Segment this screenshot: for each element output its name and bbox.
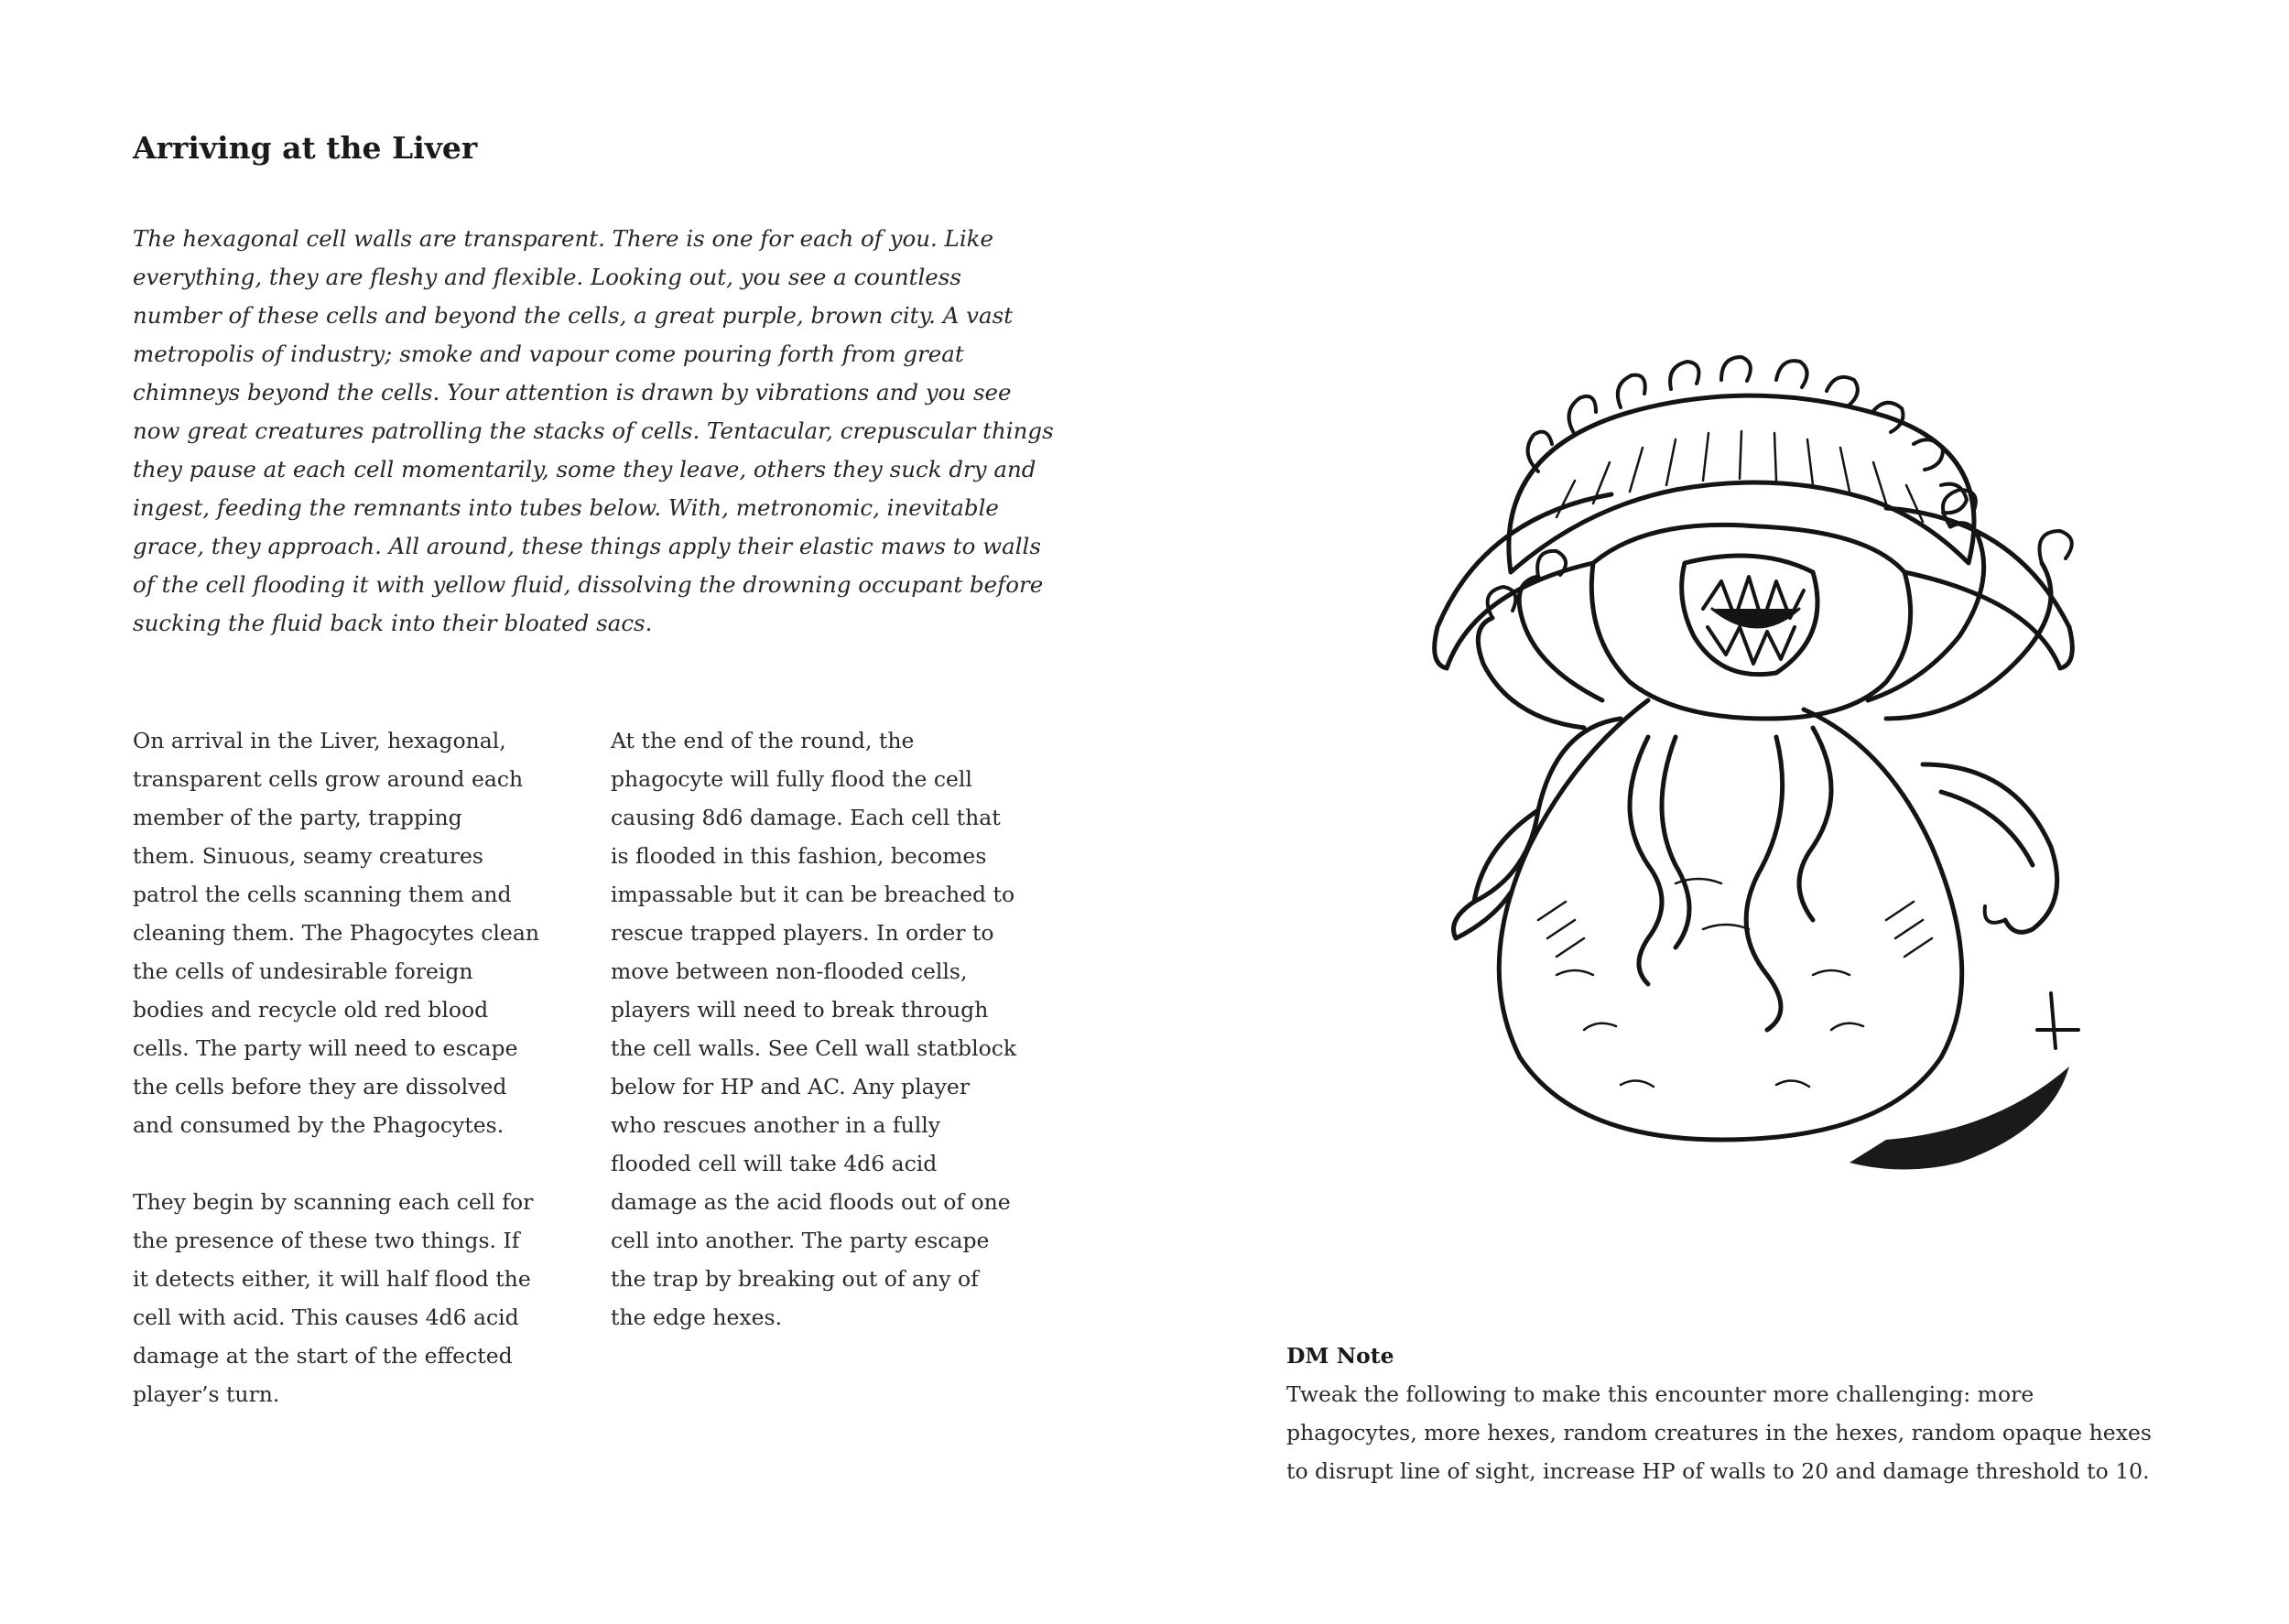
text-line: impassable but it can be breached to [611,882,1015,907]
text-line: flooded cell will take 4d6 acid [611,1151,938,1176]
text-line: the cells of undesirable foreign [133,958,473,984]
text-line: below for HP and AC. Any player [611,1074,971,1099]
dm-note-line: to disrupt line of sight, increase HP of walls to 20 and damage threshold to 10. [1286,1458,2150,1484]
dm-note-line: Tweak the following to make this encounter more challenging: more [1286,1381,2034,1407]
text-line: cell with acid. This causes 4d6 acid [133,1305,519,1330]
text-line: cell into another. The party escape [611,1228,990,1253]
text-line: cleaning them. The Phagocytes clean [133,920,539,946]
text-line: On arrival in the Liver, hexagonal, [133,728,506,753]
text-line: causing 8d6 damage. Each cell that [611,805,1001,830]
dm-note-title: DM Note [1286,1343,1394,1369]
text-line: them. Sinuous, seamy creatures [133,843,483,869]
text-line: damage at the start of the effected [133,1343,513,1369]
text-line: bodies and recycle old red blood [133,997,489,1023]
paragraph-scanning [133,1183,572,1413]
shadow-shape [1850,1066,2069,1170]
text-line: the cell walls. See Cell wall statblock [611,1035,1017,1061]
text-line: the cells before they are dissolved [133,1074,507,1099]
text-line: damage as the acid floods out of one [611,1189,1011,1215]
text-line: the edge hexes. [611,1305,783,1330]
text-line: the presence of these two things. If [133,1228,520,1253]
read-aloud-line: chimneys beyond the cells. Your attention is drawn by vibrations and you see [133,379,1012,406]
read-aloud-line: they pause at each cell momentarily, some they leave, others they suck dry and [133,456,1036,482]
text-line: cells. The party will need to escape [133,1035,518,1061]
read-aloud-line: number of these cells and beyond the cells, a great purple, brown city. A vast [133,302,1014,329]
text-line: rescue trapped players. In order to [611,920,994,946]
text-line: who rescues another in a fully [611,1112,941,1138]
read-aloud-line: now great creatures patrolling the stacks of cells. Tentacular, crepuscular things [133,417,1054,444]
read-aloud-line: ingest, feeding the remnants into tubes below. With, metronomic, inevitable [133,494,999,521]
text-line: it detects either, it will half flood the [133,1266,531,1292]
read-aloud-line: of the cell flooding it with yellow fluid, dissolving the drowning occupant before [133,571,1044,598]
body-texture [1538,879,1932,1087]
body-shape [1499,700,1961,1140]
paragraph-gap [133,1144,572,1183]
text-line: the trap by breaking out of any of [611,1266,979,1292]
mouth-shape [1682,556,1817,675]
text-line: and consumed by the Phagocytes. [133,1112,504,1138]
read-aloud-line: metropolis of industry; smoke and vapour come pouring forth from great [133,341,964,367]
text-line: player’s turn. [133,1381,280,1407]
paragraph-flooding [611,721,1069,1337]
page-title: Arriving at the Liver [133,130,478,166]
phagocyte-creature-illustration [1373,334,2161,1186]
read-aloud-text [133,220,1054,643]
text-line: member of the party, trapping [133,805,462,830]
text-line: patrol the cells scanning them and [133,882,512,907]
body-column-left [133,721,572,1413]
body-column-right [611,721,1069,1337]
read-aloud-line: sucking the fluid back into their bloated sacs. [133,610,653,636]
read-aloud-line: The hexagonal cell walls are transparent. There is one for each of you. Like [133,225,994,252]
artist-signature [2037,993,2078,1048]
read-aloud-line: everything, they are fleshy and flexible. Looking out, you see a countless [133,264,961,290]
text-line: transparent cells grow around each [133,766,524,792]
crest-tentacles [1528,357,1967,513]
crest-outline [1509,395,1974,572]
text-line: phagocyte will fully flood the cell [611,766,972,792]
read-aloud-line: grace, they approach. All around, these things apply their elastic maws to walls [133,533,1041,559]
text-line: They begin by scanning each cell for [133,1189,534,1215]
text-line: players will need to break through [611,997,989,1023]
text-line: move between non-flooded cells, [611,958,968,984]
text-line: At the end of the round, the [611,728,915,753]
text-line: is flooded in this fashion, becomes [611,843,987,869]
paragraph-arrival [133,721,572,1144]
dm-note-line: phagocytes, more hexes, random creatures in the hexes, random opaque hexes [1286,1420,2152,1445]
dm-note [1286,1337,2257,1490]
